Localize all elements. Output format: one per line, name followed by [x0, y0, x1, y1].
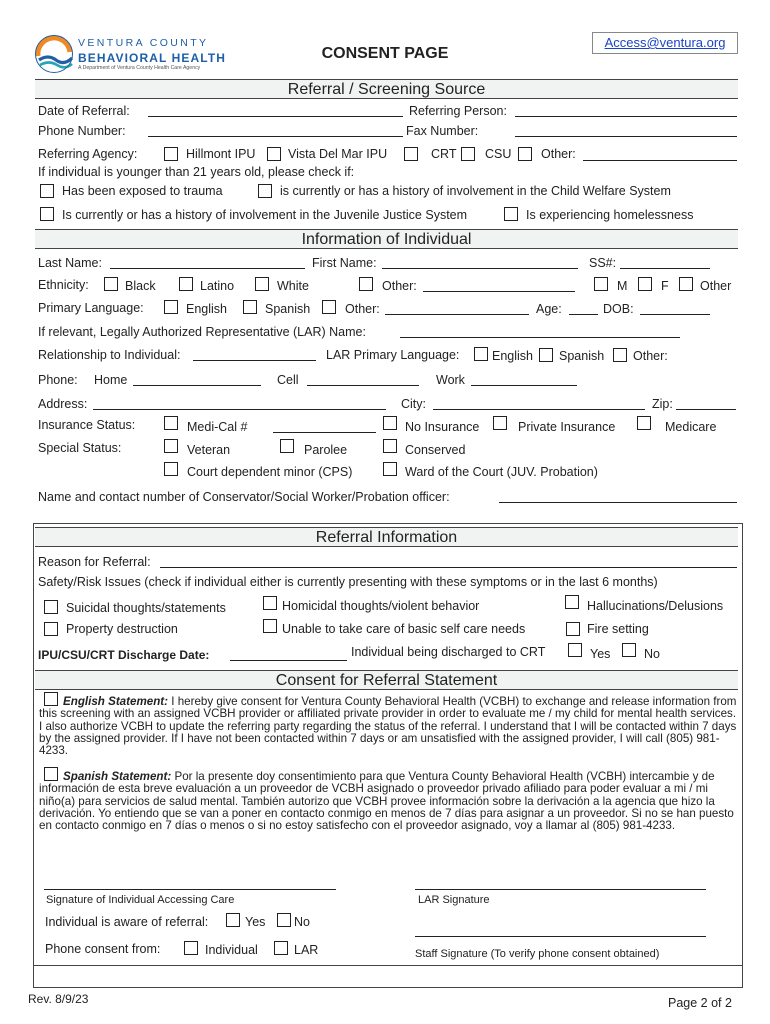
ethnicity-latino-label: Latino: [200, 279, 235, 293]
selfcare-checkbox[interactable]: [263, 619, 277, 633]
lang-other-field[interactable]: [385, 314, 529, 315]
phone-consent-individual-checkbox[interactable]: [184, 941, 198, 955]
phone-consent-individual-label: Individual: [205, 943, 258, 957]
veteran-label: Veteran: [187, 443, 231, 457]
lar-english-checkbox[interactable]: [474, 347, 488, 361]
discharged-crt-no-checkbox[interactable]: [622, 643, 636, 657]
agency-crt-checkbox[interactable]: [404, 147, 418, 161]
relationship-label: Relationship to Individual:: [38, 348, 181, 362]
lar-spanish-checkbox[interactable]: [539, 348, 553, 362]
section-referral-source: Referral / Screening Source: [35, 79, 738, 99]
agency-crt-label: CRT: [431, 147, 457, 161]
parolee-checkbox[interactable]: [280, 439, 294, 453]
lar-language-label: LAR Primary Language:: [326, 348, 460, 362]
lang-english-label: English: [186, 302, 227, 316]
agency-label: Referring Agency:: [38, 147, 138, 161]
city-label: City:: [401, 397, 426, 411]
lar-other-checkbox[interactable]: [613, 348, 627, 362]
first-name-label: First Name:: [312, 256, 377, 270]
spanish-statement-label: Spanish Statement:: [63, 770, 172, 783]
section-consent: Consent for Referral Statement: [35, 670, 738, 690]
juvenile-justice-checkbox[interactable]: [40, 207, 54, 221]
address-field[interactable]: [93, 409, 386, 410]
reason-field[interactable]: [160, 567, 737, 568]
special-status-label: Special Status:: [38, 441, 122, 455]
suicidal-label: Suicidal thoughts/statements: [66, 601, 226, 615]
ss-label: SS#:: [589, 256, 617, 270]
relationship-field[interactable]: [193, 360, 316, 361]
english-statement-text: I hereby give consent for Ventura County Behavioral Health (VCBH) to exchange and release information from this screening with an assigned VCBH provider or affiliated private provider in order to evaluate me / my child for mental health services. I also authorize VCBH to update the referring party regarding the status of the referral. I understand that I will be contacted within 7 days by the assigned provider. If I have not been contacted within 7 days or am unsatisfied with the assigned provider, I will call (805) 981-4233.: [39, 695, 737, 758]
phone-consent-lar-label: LAR: [294, 943, 319, 957]
discharged-crt-label: Individual being discharged to CRT: [351, 645, 546, 659]
lar-name-label: If relevant, Legally Authorized Representative (LAR) Name:: [38, 325, 366, 339]
agency-other-field[interactable]: [583, 160, 737, 161]
veteran-checkbox[interactable]: [164, 439, 178, 453]
child-welfare-checkbox[interactable]: [258, 184, 272, 198]
sex-other-label: Other: [700, 279, 732, 293]
staff-signature-line[interactable]: [415, 936, 706, 937]
medical-number-field[interactable]: [273, 432, 376, 433]
zip-field[interactable]: [676, 409, 736, 410]
lar-english-label: English: [492, 349, 533, 363]
fax-label: Fax Number:: [406, 124, 479, 138]
aware-label: Individual is aware of referral:: [45, 915, 209, 929]
primary-language-label: Primary Language:: [38, 301, 144, 315]
fire-setting-checkbox[interactable]: [566, 622, 580, 636]
trauma-checkbox[interactable]: [40, 184, 54, 198]
juvenile-justice-label: Is currently or has a history of involvement in the Juvenile Justice System: [62, 208, 468, 222]
medicare-checkbox[interactable]: [637, 416, 651, 430]
ethnicity-other-checkbox[interactable]: [359, 277, 373, 291]
address-label: Address:: [38, 397, 88, 411]
homeless-label: Is experiencing homelessness: [526, 208, 694, 222]
selfcare-label: Unable to take care of basic self care needs: [282, 622, 526, 636]
agency-vista-checkbox[interactable]: [267, 147, 281, 161]
date-of-referral-field[interactable]: [148, 116, 403, 117]
org-line2: BEHAVIORAL HEALTH: [78, 51, 227, 65]
medical-label: Medi-Cal #: [187, 420, 248, 434]
age-field[interactable]: [569, 314, 598, 315]
english-statement: [39, 696, 737, 757]
referring-person-label: Referring Person:: [409, 104, 507, 118]
revision-date: Rev. 8/9/23: [28, 992, 89, 1006]
homicidal-label: Homicidal thoughts/violent behavior: [282, 599, 480, 613]
phone-cell-field[interactable]: [307, 385, 419, 386]
aware-no-checkbox[interactable]: [277, 913, 291, 927]
agency-csu-checkbox[interactable]: [461, 147, 475, 161]
sex-f-checkbox[interactable]: [638, 277, 652, 291]
ethnicity-latino-checkbox[interactable]: [179, 277, 193, 291]
sex-f-label: F: [661, 279, 669, 293]
ward-checkbox[interactable]: [383, 462, 397, 476]
page-number: Page 2 of 2: [668, 996, 732, 1010]
signature-individual-label: Signature of Individual Accessing Care: [46, 894, 235, 906]
section-referral-info: Referral Information: [35, 527, 738, 547]
english-statement-label: English Statement:: [63, 695, 169, 708]
first-name-field[interactable]: [382, 268, 578, 269]
homeless-checkbox[interactable]: [504, 207, 518, 221]
medicare-label: Medicare: [665, 420, 717, 434]
medical-checkbox[interactable]: [164, 416, 178, 430]
reason-label: Reason for Referral:: [38, 555, 151, 569]
phone-home-label: Home: [94, 373, 128, 387]
ethnicity-label: Ethnicity:: [38, 278, 89, 292]
page-title: CONSENT PAGE: [321, 45, 449, 62]
private-insurance-checkbox[interactable]: [493, 416, 507, 430]
ss-field[interactable]: [620, 268, 710, 269]
phone-work-field[interactable]: [471, 385, 577, 386]
conserved-label: Conserved: [405, 443, 466, 457]
zip-label: Zip:: [652, 397, 673, 411]
hallucinations-checkbox[interactable]: [565, 595, 579, 609]
discharge-date-label: IPU/CSU/CRT Discharge Date:: [38, 648, 210, 662]
discharged-crt-yes-checkbox[interactable]: [568, 643, 582, 657]
parolee-label: Parolee: [304, 443, 348, 457]
agency-other-checkbox[interactable]: [518, 147, 532, 161]
sex-m-label: M: [617, 279, 628, 293]
city-field[interactable]: [433, 409, 645, 410]
aware-no-label: No: [294, 915, 310, 929]
last-name-field[interactable]: [110, 268, 305, 269]
no-insurance-checkbox[interactable]: [383, 416, 397, 430]
insurance-label: Insurance Status:: [38, 418, 136, 432]
conservator-field[interactable]: [499, 502, 737, 503]
ethnicity-other-label: Other:: [382, 279, 417, 293]
aware-yes-label: Yes: [245, 915, 266, 929]
sex-m-checkbox[interactable]: [594, 277, 608, 291]
staff-signature-label: Staff Signature (To verify phone consent obtained): [415, 948, 660, 960]
agency-other-label: Other:: [541, 147, 576, 161]
property-label: Property destruction: [66, 622, 178, 636]
lang-english-checkbox[interactable]: [164, 300, 178, 314]
under21-label: If individual is younger than 21 years old, please check if:: [38, 165, 355, 179]
private-insurance-label: Private Insurance: [518, 420, 616, 434]
phone-individual-label: Phone:: [38, 373, 78, 387]
agency-hillmont-checkbox[interactable]: [164, 147, 178, 161]
dob-label: DOB:: [603, 302, 634, 316]
ethnicity-white-checkbox[interactable]: [255, 277, 269, 291]
phone-work-label: Work: [436, 373, 465, 387]
signature-individual-line[interactable]: [44, 889, 336, 890]
signature-lar-label: LAR Signature: [418, 894, 490, 906]
lang-spanish-checkbox[interactable]: [243, 300, 257, 314]
phone-home-field[interactable]: [133, 385, 261, 386]
discharge-date-field[interactable]: [230, 660, 347, 661]
phone-consent-lar-checkbox[interactable]: [274, 941, 288, 955]
frame-divider: [33, 965, 743, 966]
lar-other-label: Other:: [633, 349, 668, 363]
org-line3: A Department of Ventura County Health Care Agency: [78, 65, 201, 71]
lar-spanish-label: Spanish: [559, 349, 605, 363]
lar-name-field[interactable]: [400, 337, 680, 338]
discharged-crt-yes-label: Yes: [590, 647, 611, 661]
conservator-label: Name and contact number of Conservator/Social Worker/Probation officer:: [38, 490, 450, 504]
fire-setting-label: Fire setting: [587, 622, 649, 636]
access-email-link[interactable]: Access@ventura.org: [592, 32, 738, 54]
spanish-statement: [39, 771, 737, 832]
ethnicity-white-label: White: [277, 279, 309, 293]
conserved-checkbox[interactable]: [383, 439, 397, 453]
fax-number-field[interactable]: [515, 136, 737, 137]
date-label: Date of Referral:: [38, 104, 130, 118]
ethnicity-black-checkbox[interactable]: [104, 277, 118, 291]
last-name-label: Last Name:: [38, 256, 102, 270]
spanish-statement-text: Por la presente doy consentimiento para que Ventura County Behavioral Health (VCBH) intercambie y de información de esta breve evaluación a un proveedor de VCBH asignado o proveedor privado afiliado para poder evaluar a mi / mi niño(a) para servicios de salud mental. También autorizo que VCBH provee información sobre la derivación a la agencia que hizo la derivación. Yo entiendo que se van a poner en contacto conmigo en menos de 7 días para asignar a un proveedor. Si no se han puesto en contacto conmigo en 7 días o menos o si no estoy satisfecho con el proveedor asignado, voy a llamar al (805) 981-4233.: [39, 770, 734, 833]
age-label: Age:: [536, 302, 562, 316]
lang-spanish-label: Spanish: [265, 302, 311, 316]
hallucinations-label: Hallucinations/Delusions: [587, 599, 724, 613]
ethnicity-other-field[interactable]: [423, 291, 575, 292]
section-individual-info: Information of Individual: [35, 229, 738, 249]
agency-vista-label: Vista Del Mar IPU: [288, 147, 388, 161]
phone-cell-label: Cell: [277, 373, 299, 387]
agency-hillmont-label: Hillmont IPU: [186, 147, 256, 161]
aware-yes-checkbox[interactable]: [226, 913, 240, 927]
phone-consent-label: Phone consent from:: [45, 942, 161, 956]
suicidal-checkbox[interactable]: [44, 600, 58, 614]
discharged-crt-no-label: No: [644, 647, 660, 661]
lang-other-checkbox[interactable]: [322, 300, 336, 314]
court-minor-checkbox[interactable]: [164, 462, 178, 476]
signature-lar-line[interactable]: [415, 889, 706, 890]
phone-number-field[interactable]: [148, 136, 403, 137]
ethnicity-black-label: Black: [125, 279, 156, 293]
org-line1: VENTURA COUNTY: [78, 37, 209, 49]
safety-label: Safety/Risk Issues (check if individual either is currently presenting with these symptoms or in the last 6 months): [38, 575, 658, 589]
ward-label: Ward of the Court (JUV. Probation): [405, 465, 598, 479]
sex-other-checkbox[interactable]: [679, 277, 693, 291]
dob-field[interactable]: [640, 314, 710, 315]
phone-label: Phone Number:: [38, 124, 126, 138]
agency-csu-label: CSU: [485, 147, 512, 161]
referring-person-field[interactable]: [515, 116, 737, 117]
court-minor-label: Court dependent minor (CPS): [187, 465, 353, 479]
lang-other-label: Other:: [345, 302, 380, 316]
trauma-label: Has been exposed to trauma: [62, 184, 223, 198]
no-insurance-label: No Insurance: [405, 420, 480, 434]
property-checkbox[interactable]: [44, 622, 58, 636]
homicidal-checkbox[interactable]: [263, 596, 277, 610]
child-welfare-label: is currently or has a history of involvement in the Child Welfare System: [280, 184, 671, 198]
